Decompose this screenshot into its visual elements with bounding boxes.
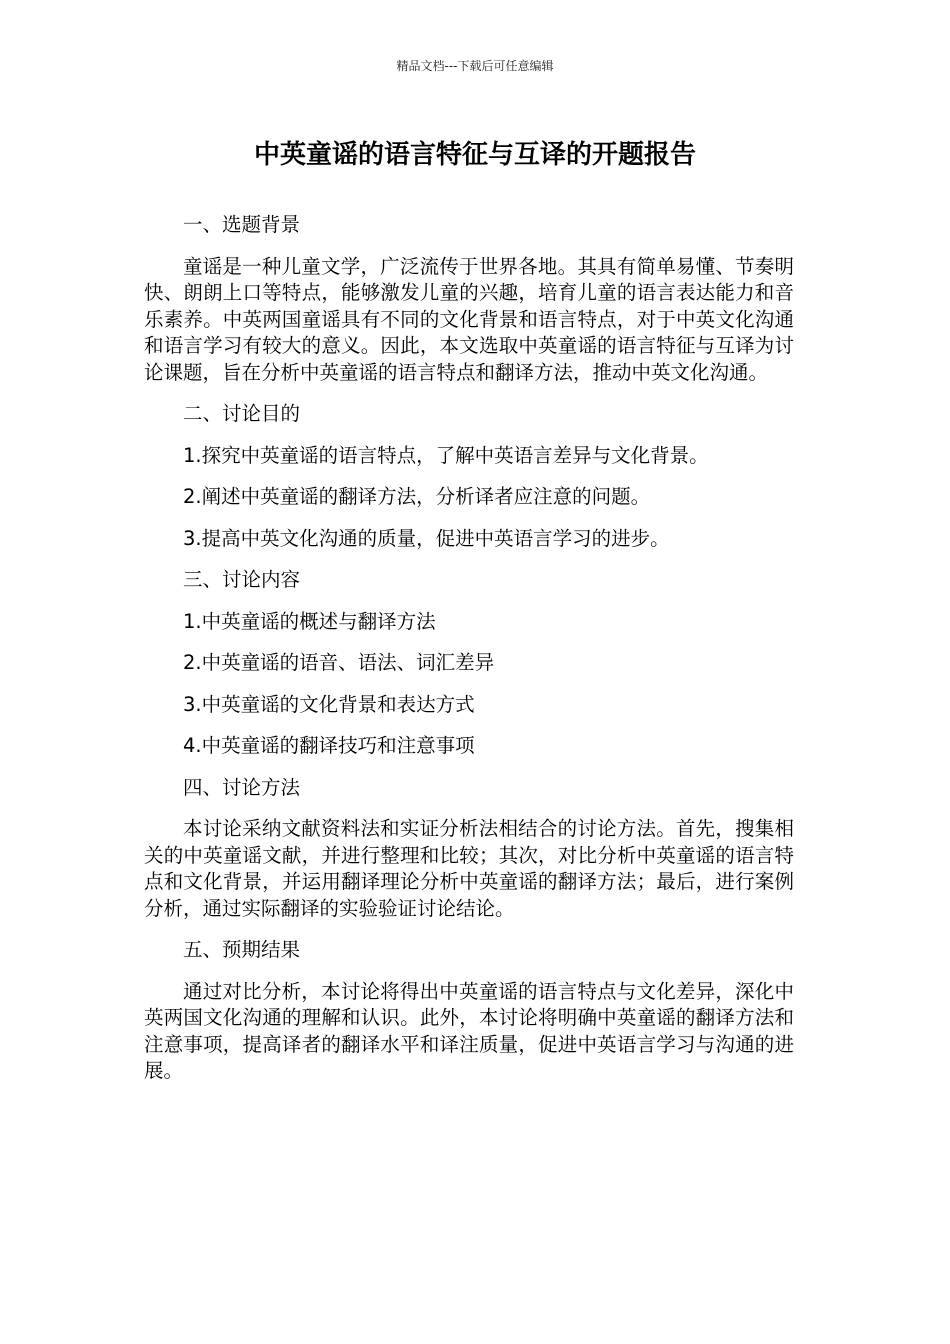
content-item-2: 2.中英童谣的语音、语法、词汇差异	[183, 651, 495, 674]
content-item-3: 3.中英童谣的文化背景和表达方式	[183, 692, 475, 716]
page-header-watermark: 精品文档---下载后可任意编辑	[396, 59, 554, 73]
section-heading-background: 一、选题背景	[183, 213, 301, 236]
purpose-item-1: 1.探究中英童谣的语言特点，了解中英语言差异与文化背景。	[183, 443, 709, 467]
section-heading-method: 四、讨论方法	[183, 775, 301, 799]
document-body	[144, 212, 794, 1100]
content-item-4: 4.中英童谣的翻译技巧和注意事项	[183, 734, 475, 757]
section-heading-content: 三、讨论内容	[183, 568, 301, 591]
section-heading-purpose: 二、讨论目的	[183, 402, 301, 425]
document-title: 中英童谣的语言特征与互译的开题报告	[253, 140, 696, 170]
section-heading-results: 五、预期结果	[183, 938, 301, 961]
method-paragraph: 本讨论采纳文献资料法和实证分析法相结合的讨论方法。首先，搜集相关的中英童谣文献，并进行整理和比较；其次，对比分析中英童谣的语言特点和文化背景，并运用翻译理论分析中英童谣的翻译方法；最后，进行案例分析，通过实际翻译的实验验证讨论结论。	[144, 817, 794, 920]
results-paragraph: 通过对比分析，本讨论将得出中英童谣的语言特点与文化差异，深化中英两国文化沟通的理解和认识。此外，本讨论将明确中英童谣的翻译方法和注意事项，提高译者的翻译水平和译注质量，促进中英语言学习与沟通的进展。	[144, 979, 794, 1082]
purpose-item-3: 3.提高中英文化沟通的质量，促进中英语言学习的进步。	[183, 526, 670, 550]
purpose-item-2: 2.阐述中英童谣的翻译方法，分析译者应注意的问题。	[183, 485, 651, 508]
content-item-1: 1.中英童谣的概述与翻译方法	[183, 609, 436, 633]
background-paragraph: 童谣是一种儿童文学，广泛流传于世界各地。其具有简单易懂、节奏明快、朗朗上口等特点，能够激发儿童的兴趣，培育儿童的语言表达能力和音乐素养。中英两国童谣具有不同的文化背景和语言特点，对于中英文化沟通和语言学习有较大的意义。因此，本文选取中英童谣的语言特征与互译为讨论课题，旨在分析中英童谣的语言特点和翻译方法，推动中英文化沟通。	[144, 254, 794, 384]
